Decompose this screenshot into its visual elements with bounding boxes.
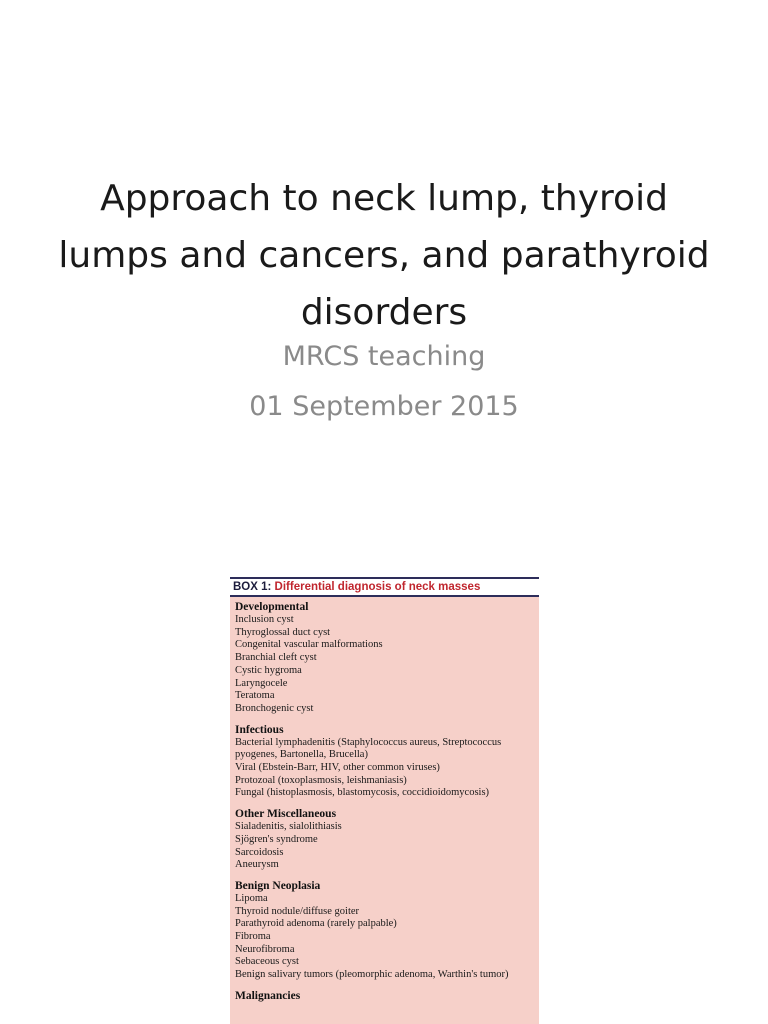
section-heading: Benign Neoplasia	[235, 879, 321, 892]
list-item: Sjögren's syndrome	[235, 833, 318, 845]
slide-subtitle	[40, 332, 728, 432]
list-item: Fibroma	[235, 931, 271, 943]
box-body	[230, 597, 539, 1003]
slide-title-line: Approach to neck lump, thyroid	[100, 178, 668, 219]
differential-diagnosis-box	[230, 577, 539, 1024]
list-item: Cystic hygroma	[235, 664, 302, 676]
list-item: Protozoal (toxoplasmosis, leishmaniasis)	[235, 774, 407, 786]
slide-title	[40, 170, 728, 341]
list-item: Benign salivary tumors (pleomorphic adenoma, Warthin's tumor)	[235, 969, 509, 981]
list-item: Inclusion cyst	[235, 614, 294, 625]
list-item: Viral (Ebstein-Barr, HIV, other common viruses)	[235, 762, 440, 774]
box-title: Differential diagnosis of neck masses	[274, 581, 481, 593]
section-heading: Other Miscellaneous	[235, 808, 337, 821]
list-item: Sialadenitis, sialolithiasis	[235, 821, 342, 833]
section-infectious	[235, 724, 535, 801]
list-item: Aneurysm	[235, 859, 279, 871]
section-heading: Infectious	[235, 723, 284, 736]
list-item: Sarcoidosis	[235, 846, 284, 858]
list-item: Congenital vascular malformations	[235, 639, 383, 651]
list-item: Teratoma	[235, 690, 275, 702]
section-malignancies	[235, 990, 535, 1003]
list-item: Parathyroid adenoma (rarely palpable)	[235, 918, 397, 930]
list-item: Branchial cleft cyst	[235, 652, 317, 664]
list-item: Thyroglossal duct cyst	[235, 626, 331, 638]
list-item: Bronchogenic cyst	[235, 702, 314, 714]
section-other-miscellaneous	[235, 808, 535, 872]
list-item: Neurofibroma	[235, 943, 295, 955]
list-item: Fungal (histoplasmosis, blastomycosis, coccidioidomycosis)	[235, 787, 490, 799]
box-header	[230, 577, 539, 597]
subtitle-date: 01 September 2015	[249, 391, 519, 422]
section-benign-neoplasia	[235, 880, 535, 982]
list-item: Lipoma	[235, 892, 268, 904]
section-developmental	[235, 601, 535, 716]
slide-title-line: disorders	[300, 292, 468, 333]
box-label: BOX 1:	[233, 581, 272, 593]
list-item: Thyroid nodule/diffuse goiter	[235, 905, 360, 917]
list-item: Bacterial lymphadenitis (Staphylococcus aureus, Streptococcus pyogenes, Bartonella, Brucella)	[235, 736, 502, 761]
section-heading: Malignancies	[235, 989, 301, 1002]
section-heading: Developmental	[235, 601, 309, 613]
slide-title-line: lumps and cancers, and parathyroid	[58, 235, 710, 276]
list-item: Laryngocele	[235, 677, 288, 689]
subtitle-course: MRCS teaching	[282, 341, 486, 372]
list-item: Sebaceous cyst	[235, 956, 299, 968]
